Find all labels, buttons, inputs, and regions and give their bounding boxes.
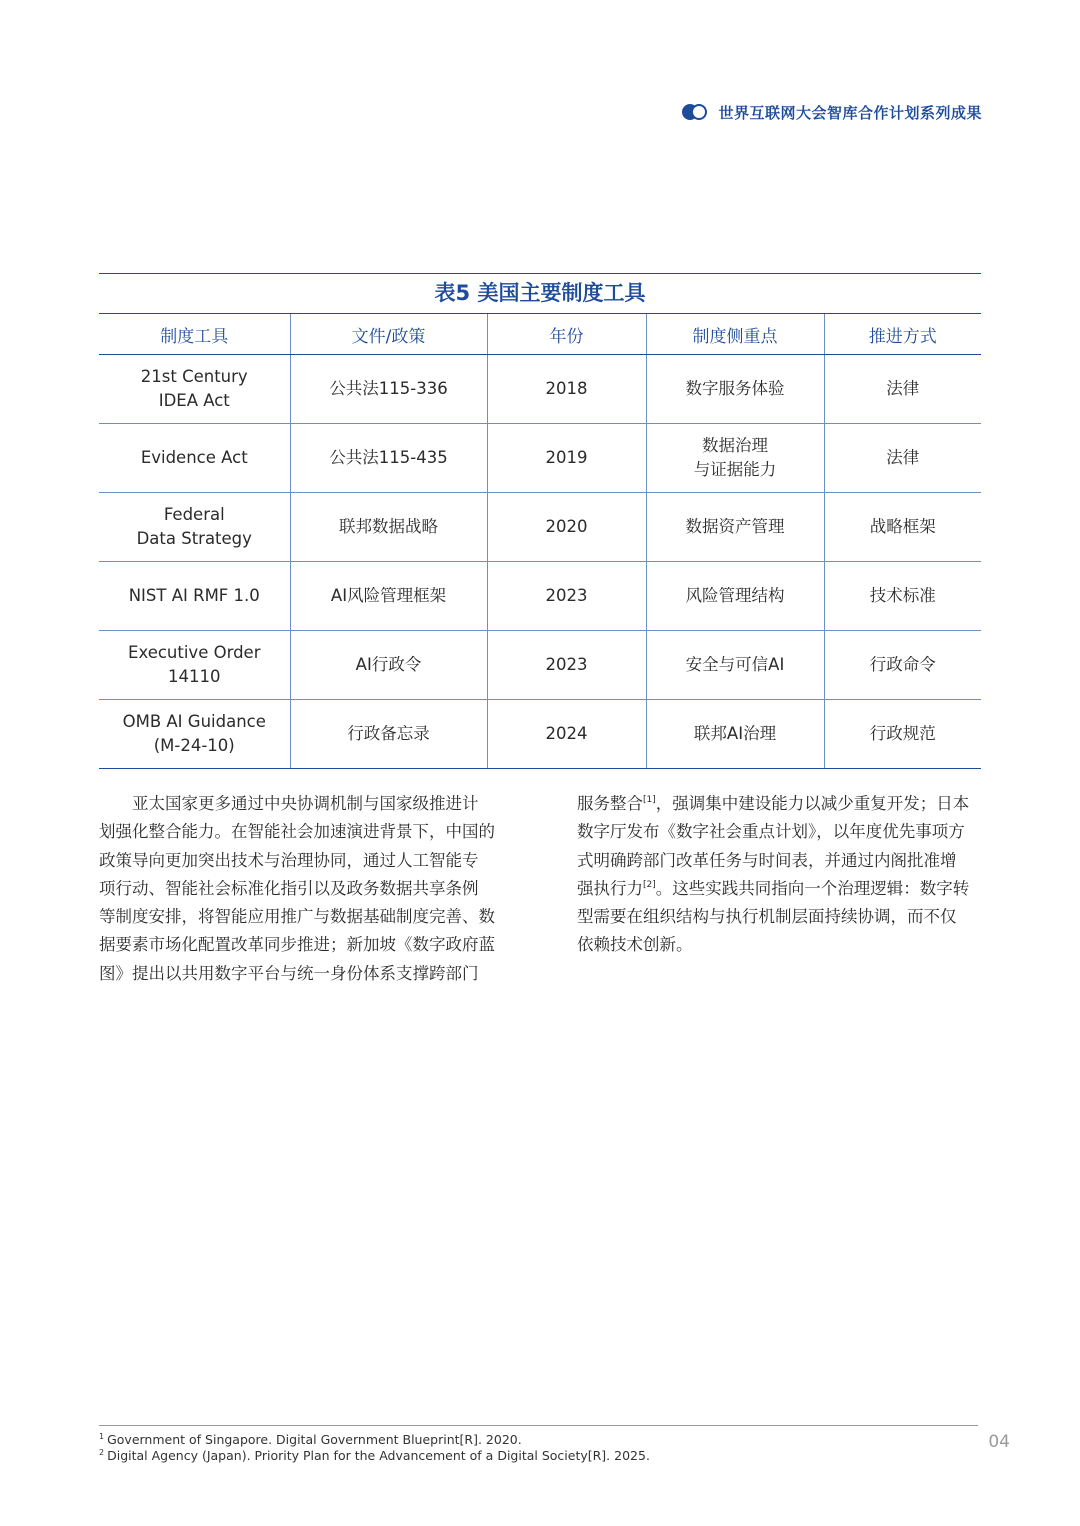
cell-doc: 公共法115-336 — [290, 355, 487, 424]
text-line: 等制度安排，将智能应用推广与数据基础制度完善、数 — [99, 907, 495, 927]
cell-doc: 联邦数据战略 — [290, 493, 487, 562]
text-line: 数字厅发布《数字社会重点计划》，以年度优先事项方 — [577, 822, 965, 842]
cell-focus: 数字服务体验 — [646, 355, 824, 424]
cell-tool: 21st Century IDEA Act — [99, 355, 290, 424]
header-title: 世界互联网大会智库合作计划系列成果 — [718, 103, 982, 122]
text-line: 亚太国家更多通过中央协调机制与国家级推进计 — [99, 794, 479, 813]
cell-focus: 安全与可信AI — [646, 631, 824, 700]
cell-mode: 行政命令 — [824, 631, 981, 700]
cell-focus: 联邦AI治理 — [646, 700, 824, 769]
cell-doc: AI行政令 — [290, 631, 487, 700]
cell-year: 2024 — [487, 700, 646, 769]
text-line: 服务整合[1]，强调集中建设能力以减少重复开发；日本 — [577, 794, 970, 813]
cell-focus: 数据资产管理 — [646, 493, 824, 562]
cell-doc: 行政备忘录 — [290, 700, 487, 769]
column-header: 推进方式 — [824, 314, 981, 355]
footnote-ref[interactable]: [2] — [643, 879, 656, 890]
footnote: $^2$ Digital Agency (Japan). Priority Plan for the Advancement of a Digital Society[R]. 2025. — [99, 1448, 650, 1463]
table-caption: 表5 美国主要制度工具 — [99, 273, 981, 313]
text-line: 型需要在组织结构与执行机制层面持续协调，而不仅 — [577, 907, 957, 927]
cell-mode: 行政规范 — [824, 700, 981, 769]
column-header: 制度侧重点 — [646, 314, 824, 355]
cell-mode: 技术标准 — [824, 562, 981, 631]
cell-mode: 战略框架 — [824, 493, 981, 562]
cell-year: 2023 — [487, 562, 646, 631]
table-row — [99, 424, 981, 493]
table-row — [99, 355, 981, 424]
table-row — [99, 631, 981, 700]
column-header: 年份 — [487, 314, 646, 355]
footnote: $^1$ Government of Singapore. Digital Government Blueprint[R]. 2020. — [99, 1432, 522, 1447]
cell-year: 2020 — [487, 493, 646, 562]
cell-doc: 公共法115-435 — [290, 424, 487, 493]
text-line: 项行动、智能社会标准化指引以及政务数据共享条例 — [99, 878, 479, 898]
text-line: 据要素市场化配置改革同步推进；新加坡《数字政府蓝 — [99, 935, 495, 955]
text-line: 强执行力[2]。这些实践共同指向一个治理逻辑：数字转 — [577, 878, 970, 898]
table-row — [99, 493, 981, 562]
table-row — [99, 562, 981, 631]
table-grid — [99, 313, 981, 769]
policy-table — [99, 273, 981, 769]
text-line: 划强化整合能力。在智能社会加速演进背景下，中国的 — [99, 822, 495, 842]
footnotes — [99, 1425, 978, 1464]
cell-tool: Federal Data Strategy — [99, 493, 290, 562]
footnote-ref[interactable]: [1] — [643, 795, 656, 805]
cell-mode: 法律 — [824, 355, 981, 424]
cell-focus: 数据治理 与证据能力 — [646, 424, 824, 493]
body-text-right-column — [577, 790, 981, 960]
text-line: 图》提出以共用数字平台与统一身份体系支撑跨部门 — [99, 963, 479, 983]
table-header-row — [99, 314, 981, 355]
page-header — [682, 100, 982, 124]
cell-mode: 法律 — [824, 424, 981, 493]
cell-tool: Evidence Act — [99, 424, 290, 493]
cell-year: 2023 — [487, 631, 646, 700]
cell-tool: Executive Order 14110 — [99, 631, 290, 700]
text-line: 式明确跨部门改革任务与时间表，并通过内阁批准增 — [577, 850, 957, 870]
page-number: 04 — [988, 1432, 1010, 1452]
wic-logo-icon — [682, 104, 708, 120]
cell-year: 2018 — [487, 355, 646, 424]
column-header: 制度工具 — [99, 314, 290, 355]
cell-year: 2019 — [487, 424, 646, 493]
cell-focus: 风险管理结构 — [646, 562, 824, 631]
cell-doc: AI风险管理框架 — [290, 562, 487, 631]
text-line: 依赖技术创新。 — [577, 935, 693, 955]
column-header: 文件/政策 — [290, 314, 487, 355]
text-line: 政策导向更加突出技术与治理协同，通过人工智能专 — [99, 850, 479, 870]
cell-tool: NIST AI RMF 1.0 — [99, 562, 290, 631]
table-row — [99, 700, 981, 769]
cell-tool: OMB AI Guidance (M-24-10) — [99, 700, 290, 769]
body-text-left-column — [99, 790, 503, 988]
